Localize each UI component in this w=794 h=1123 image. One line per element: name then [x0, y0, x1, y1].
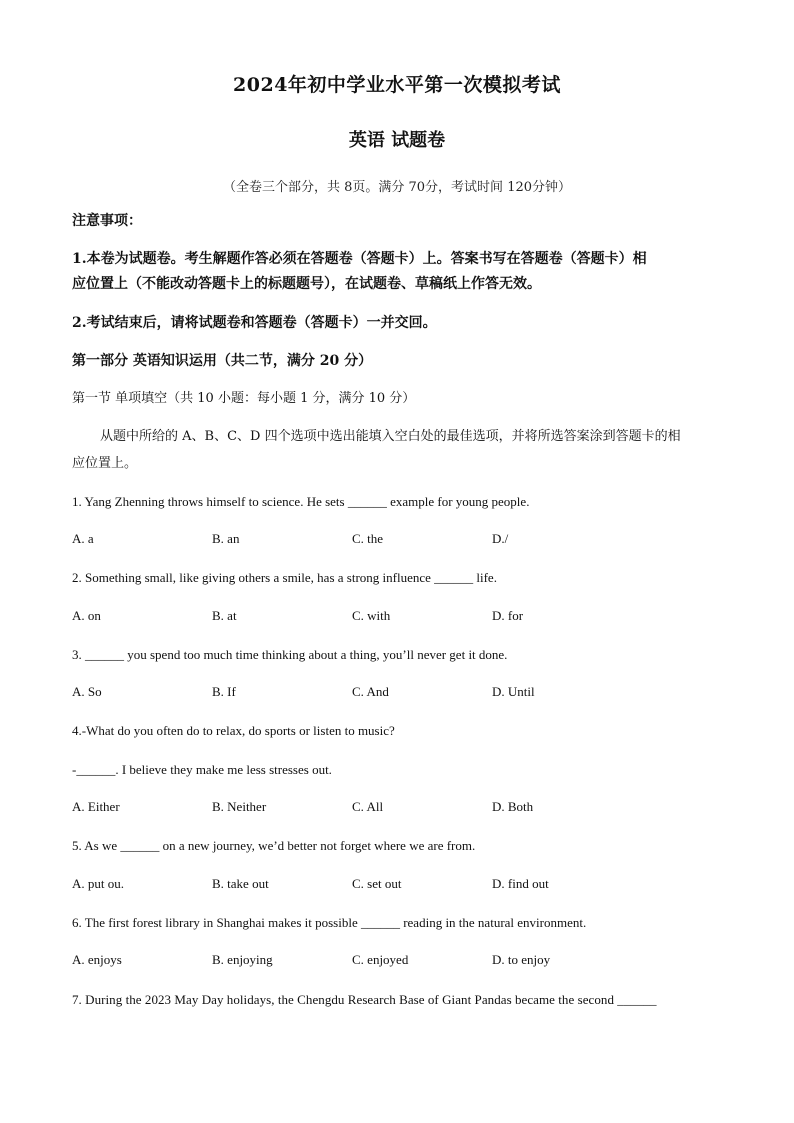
- option-a: A. a: [72, 531, 94, 546]
- option-c: C. with: [352, 608, 391, 623]
- option-b: B. enjoying: [212, 952, 273, 967]
- option-c: C. the: [352, 531, 384, 546]
- question-1-stem: 1. Yang Zhenning throws himself to science. He sets ______ example for young people.: [72, 494, 530, 509]
- option-d: D. Both: [492, 799, 534, 814]
- option-a: A. on: [72, 608, 101, 623]
- section-1-heading: 第一节 单项填空（共 10 小题：每小题 1 分，满分 10 分）: [72, 391, 416, 406]
- part-1-heading: 第一部分 英语知识运用（共二节，满分 20 分）: [72, 353, 373, 369]
- question-3-stem: 3. ______ you spend too much time thinking about a thing, you’ll never get it done.: [72, 647, 508, 662]
- question-5-options: [72, 876, 724, 894]
- page-title: 2024年初中学业水平第一次模拟考试: [233, 74, 561, 96]
- option-b: B. take out: [212, 876, 269, 891]
- option-d: D./: [492, 531, 509, 546]
- notice-heading: 注意事项：: [72, 213, 142, 229]
- option-d: D. Until: [492, 684, 535, 699]
- notice-item-1-line-1: 1.本卷为试题卷。考生解题作答必须在答题卷（答题卡）上。答案书写在答题卷（答题卡）相: [72, 251, 647, 267]
- option-b: B. an: [212, 531, 240, 546]
- option-b: B. Neither: [212, 799, 267, 814]
- instruction-line-2: 应位置上。: [72, 456, 138, 471]
- question-4-stem-reply: -______. I believe they make me less stresses out.: [72, 762, 332, 777]
- option-d: D. find out: [492, 876, 549, 891]
- option-a: A. enjoys: [72, 952, 122, 967]
- question-4-options: [72, 799, 724, 817]
- option-a: A. Either: [72, 799, 120, 814]
- option-b: B. at: [212, 608, 237, 623]
- question-1-options: [72, 531, 724, 549]
- question-2-options: [72, 608, 724, 626]
- question-7-stem: 7. During the 2023 May Day holidays, the Chengdu Research Base of Giant Pandas became the second ______: [72, 992, 657, 1007]
- page-subtitle: 英语 试题卷: [348, 130, 446, 151]
- question-5-stem: 5. As we ______ on a new journey, we’d better not forget where we are from.: [72, 838, 476, 853]
- notice-item-2: 2.考试结束后，请将试题卷和答题卷（答题卡）一并交回。: [72, 315, 437, 331]
- question-6-options: [72, 952, 724, 970]
- instruction-line-1: 从题中所给的 A、B、C、D 四个选项中选出能填入空白处的最佳选项，并将所选答案涂到答题卡的相: [100, 429, 681, 444]
- exam-info: （全卷三个部分，共 8页。满分 70分，考试时间 120分钟）: [222, 180, 572, 195]
- question-3-options: [72, 684, 724, 702]
- option-d: D. for: [492, 608, 524, 623]
- option-c: C. set out: [352, 876, 402, 891]
- option-a: A. put ou.: [72, 876, 124, 891]
- question-2-stem: 2. Something small, like giving others a smile, has a strong influence ______ life.: [72, 570, 497, 585]
- question-4-stem: 4.-What do you often do to relax, do sports or listen to music?: [72, 723, 395, 738]
- notice-item-1-line-2: 应位置上（不能改动答题卡上的标题题号），在试题卷、草稿纸上作答无效。: [72, 276, 541, 292]
- question-6-stem: 6. The first forest library in Shanghai makes it possible ______ reading in the natural environment.: [72, 915, 587, 930]
- option-d: D. to enjoy: [492, 952, 551, 967]
- option-a: A. So: [72, 684, 102, 699]
- option-c: C. enjoyed: [352, 952, 409, 967]
- option-c: C. And: [352, 684, 389, 699]
- option-c: C. All: [352, 799, 384, 814]
- option-b: B. If: [212, 684, 236, 699]
